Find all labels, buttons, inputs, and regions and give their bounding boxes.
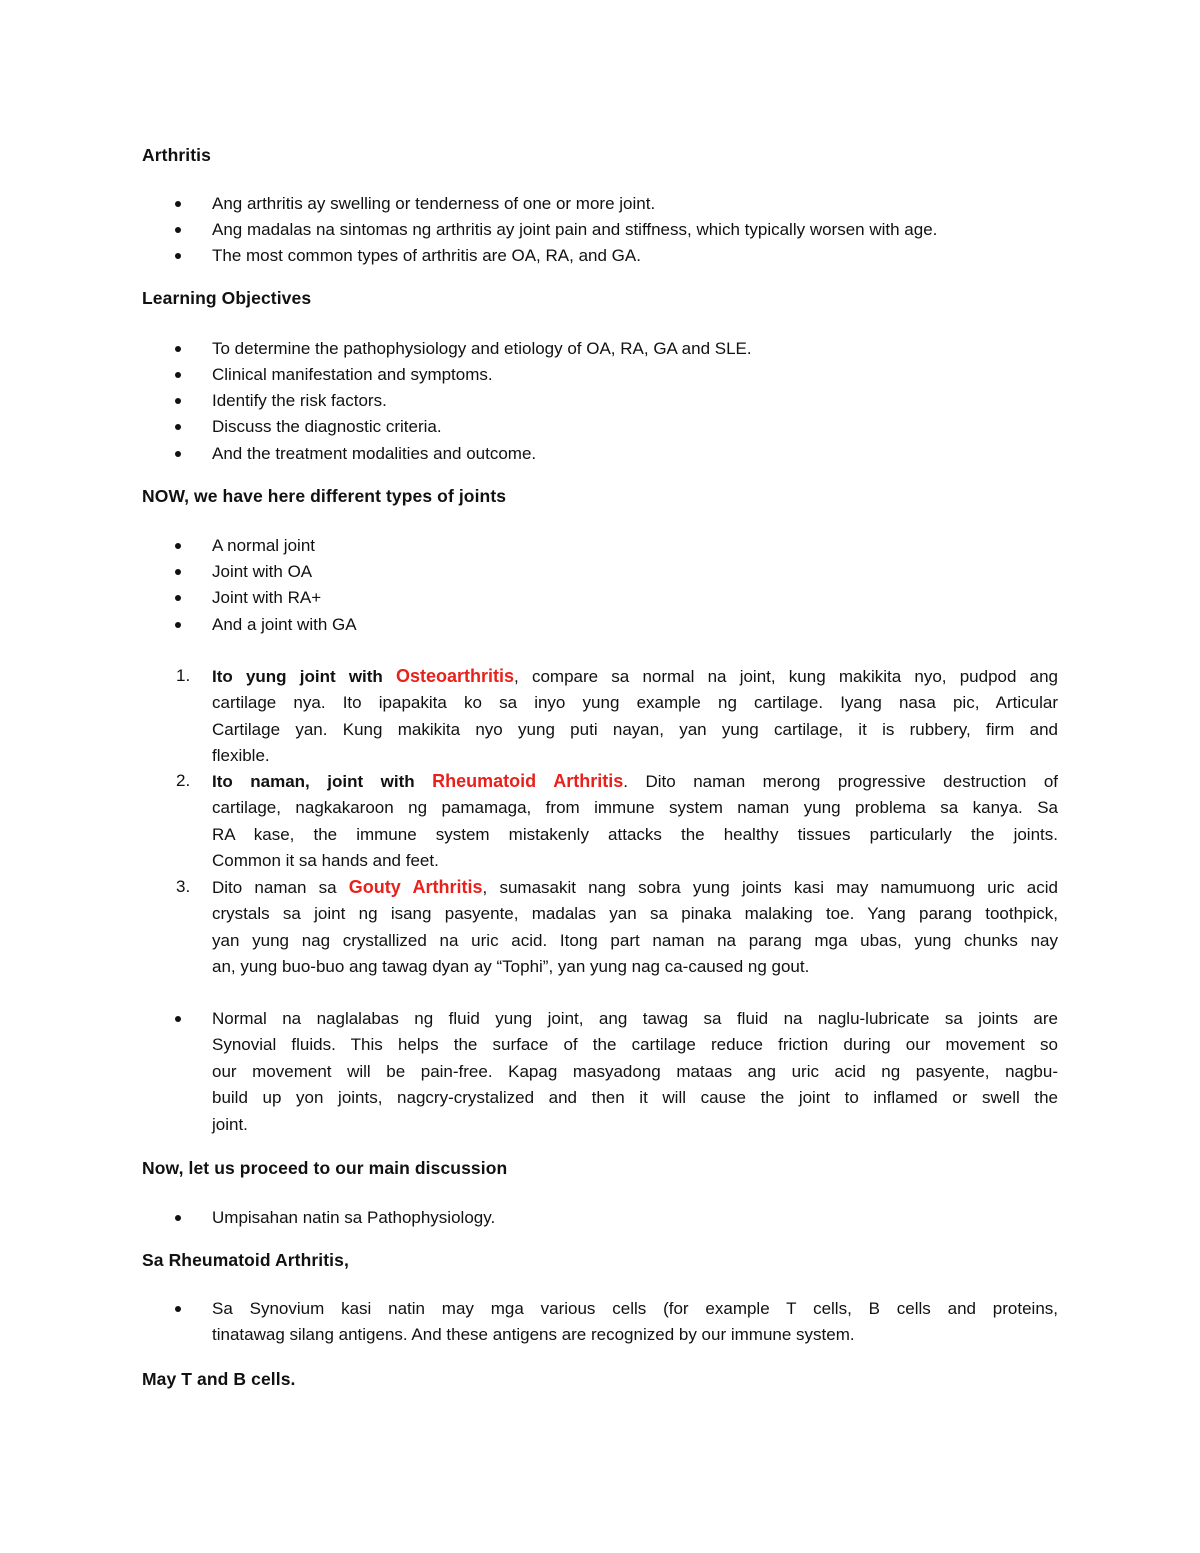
line-text: , sumasakit nang sobra yung joints kasi may namumuong uric acid [482,878,1058,897]
bullet-icon [175,1306,181,1312]
paragraph-line: Sa Synovium kasi natin may mga various cells (for example T cells, B cells and proteins, [212,1299,1058,1318]
paragraph-line: flexible. [212,746,270,766]
paragraph-line [212,874,1058,901]
item-lead: Ito yung joint with [212,667,397,686]
paragraph-line: joint. [212,1114,248,1134]
bullet-icon [175,1016,181,1022]
item-lead: Ito naman, joint with [212,772,433,791]
list-item-text: And a joint with GA [212,615,357,634]
list-item-text: Joint with RA+ [212,588,322,607]
paragraph-line: Synovial fluids. This helps the surface of the cartilage reduce friction during our movement so [212,1035,1058,1055]
paragraph-line: cartilage nya. Ito ipapakita ko sa inyo yung example ng cartilage. Iyang nasa pic, Articular [212,693,1058,713]
item-paragraph [212,663,1058,770]
list-item-text: Discuss the diagnostic criteria. [212,417,442,436]
bullet-icon [175,543,181,549]
paragraph-line: tinatawag silang antigens. And these antigens are recognized by our immune system. [212,1325,855,1345]
item-paragraph [212,768,1058,875]
heading-arthritis: Arthritis [142,145,211,165]
list-item-text: A normal joint [212,536,315,555]
item-number: 1. [176,666,191,685]
heading-types-of-joints: NOW, we have here different types of joints [142,486,507,506]
list-item-text: Joint with OA [212,562,313,581]
paragraph-line: an, yung buo-buo ang tawag dyan ay “Tophi”, yan yung nag ca-caused ng gout. [212,957,810,977]
bullet-icon [175,595,181,601]
item-paragraph [212,874,1058,981]
bullet-icon [175,1215,181,1221]
item-number: 3. [176,877,191,896]
term-osteoarthritis: Osteoarthritis [396,666,515,686]
paragraph-line [212,663,1058,690]
paragraph-line: RA kase, the immune system mistakenly attacks the healthy tissues particularly the joints. [212,824,1058,844]
list-item-text: To determine the pathophysiology and etiology of OA, RA, GA and SLE. [212,339,752,358]
paragraph-line: Normal na naglalabas ng fluid yung joint, ang tawag sa fluid na naglu-lubricate sa joints are [212,1009,1058,1028]
list-item-text: Clinical manifestation and symptoms. [212,365,493,384]
bullet-icon [175,227,181,233]
line-text: . Dito naman merong progressive destruction of [623,772,1059,791]
item-lead: Dito naman sa [212,878,349,897]
bullet-icon [175,398,181,404]
bullet-icon [175,346,181,352]
paragraph-line: Common it sa hands and feet. [212,851,439,871]
bullet-icon [175,372,181,378]
item-number: 2. [176,771,191,790]
paragraph-line: build up yon joints, nagcry-crystalized and then it will cause the joint to inflamed or swell the [212,1088,1058,1108]
list-item-text: Identify the risk factors. [212,391,387,410]
list-item-text: Umpisahan natin sa Pathophysiology. [212,1208,496,1227]
term-gouty-arthritis: Gouty Arthritis [348,877,483,897]
paragraph-line: our movement will be pain-free. Kapag masyadong mataas ang uric acid ng pasyente, nagbu- [212,1061,1058,1081]
bullet-icon [175,451,181,457]
paragraph-line: yan yung nag crystallized na uric acid. Itong part naman na parang mga ubas, yung chunks nay [212,930,1058,950]
bullet-icon [175,424,181,430]
heading-sa-rheumatoid: Sa Rheumatoid Arthritis, [142,1250,349,1270]
bullet-icon [175,201,181,207]
list-item-text: Ang madalas na sintomas ng arthritis ay joint pain and stiffness, which typically worsen with age. [212,220,938,239]
item-paragraph [212,1296,1058,1349]
list-item-text: The most common types of arthritis are OA, RA, and GA. [212,246,641,265]
paragraph-line: crystals sa joint ng isang pasyente, madalas yan sa pinaka malaking toe. Yang parang toothpick, [212,904,1058,924]
paragraph-line: Cartilage yan. Kung makikita nyo yung puti nayan, yan yung cartilage, it is rubbery, firm and [212,719,1058,739]
bullet-icon [175,253,181,259]
line-text: , compare sa normal na joint, kung makikita nyo, pudpod ang [514,667,1058,686]
list-item-text: Ang arthritis ay swelling or tenderness of one or more joint. [212,194,656,213]
term-rheumatoid-arthritis: Rheumatoid Arthritis [432,771,624,791]
bullet-icon [175,622,181,628]
list-item-text: And the treatment modalities and outcome. [212,444,537,463]
heading-t-and-b-cells: May T and B cells. [142,1369,296,1389]
bullet-icon [175,569,181,575]
item-paragraph [212,1006,1058,1138]
paragraph-line: cartilage, nagkakaroon ng pamamaga, from immune system naman yung problema sa kanya. Sa [212,798,1058,818]
heading-main-discussion: Now, let us proceed to our main discussion [142,1158,508,1178]
heading-learning-objectives: Learning Objectives [142,288,312,308]
paragraph-line [212,768,1058,795]
